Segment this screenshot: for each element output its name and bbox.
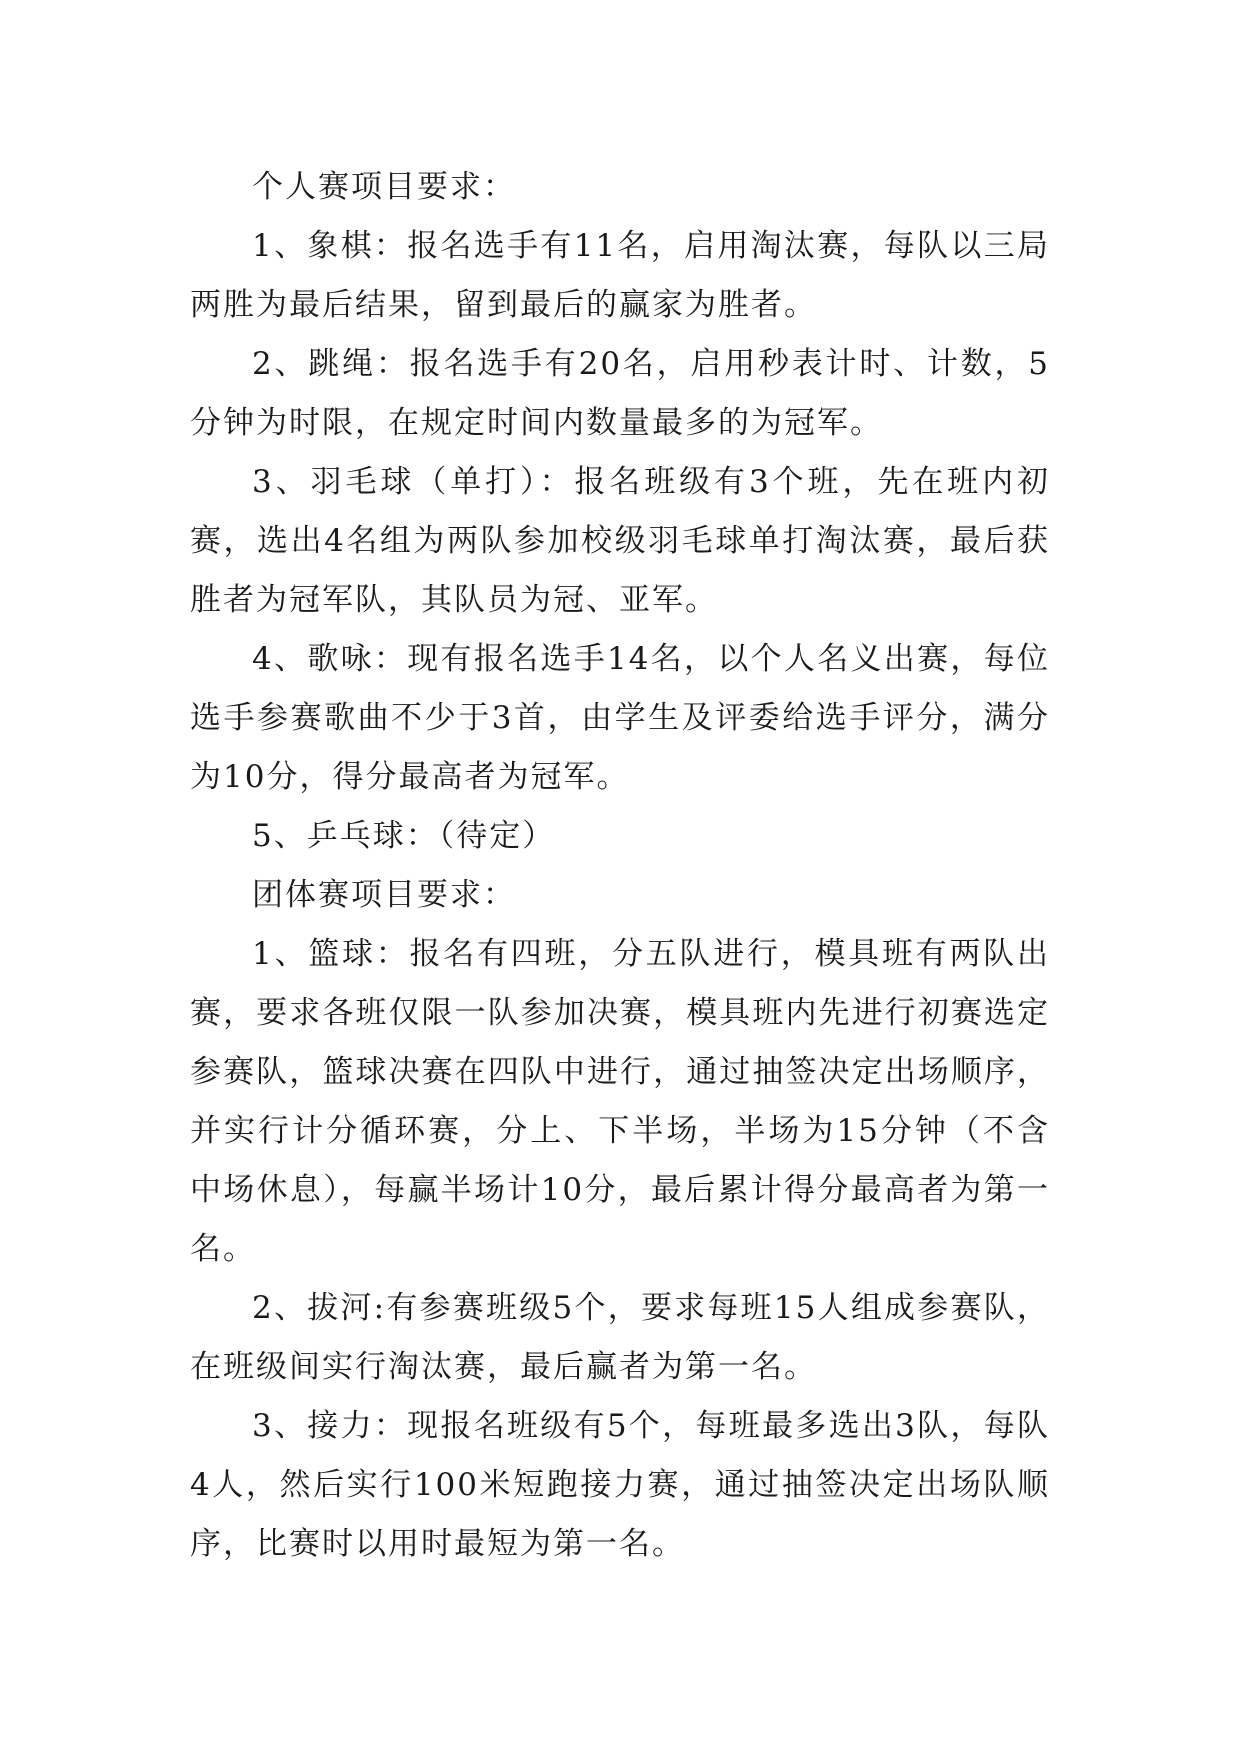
paragraph-singing: 4、歌咏：现有报名选手14名，以个人名义出赛，每位选手参赛歌曲不少于3首，由学生及评委给选手评分，满分为10分，得分最高者为冠军。 (190, 641, 1050, 795)
paragraph-jump-rope: 2、跳绳：报名选手有20名，启用秒表计时、计数，5分钟为时限，在规定时间内数量最多的为冠军。 (190, 346, 1050, 441)
section-heading-individual: 个人赛项目要求： (252, 169, 516, 205)
paragraph-chess: 1、象棋：报名选手有11名，启用淘汰赛，每队以三局两胜为最后结果，留到最后的赢家为胜者。 (190, 228, 1050, 323)
paragraph-badminton: 3、羽毛球（单打）：报名班级有3个班，先在班内初赛，选出4名组为两队参加校级羽毛球单打淘汰赛，最后获胜者为冠军队，其队员为冠、亚军。 (190, 464, 1050, 618)
paragraph-relay: 3、接力：现报名班级有5个，每班最多选出3队，每队4人，然后实行100米短跑接力赛，通过抽签决定出场队顺序，比赛时以用时最短为第一名。 (190, 1408, 1050, 1562)
document-body (190, 158, 1050, 1574)
section-heading-team: 团体赛项目要求： (252, 877, 516, 913)
paragraph-basketball: 1、篮球：报名有四班，分五队进行，模具班有两队出赛，要求各班仅限一队参加决赛，模具班内先进行初赛选定参赛队，篮球决赛在四队中进行，通过抽签决定出场顺序，并实行计分循环赛，分上、下半场，半场为15分钟（不含中场休息），每赢半场计10分，最后累计得分最高者为第一名。 (190, 936, 1050, 1267)
paragraph-tug-of-war: 2、拔河:有参赛班级5个，要求每班15人组成参赛队，在班级间实行淘汰赛，最后赢者为第一名。 (190, 1290, 1050, 1385)
paragraph-table-tennis: 5、乒乓球：（待定） (252, 818, 556, 854)
